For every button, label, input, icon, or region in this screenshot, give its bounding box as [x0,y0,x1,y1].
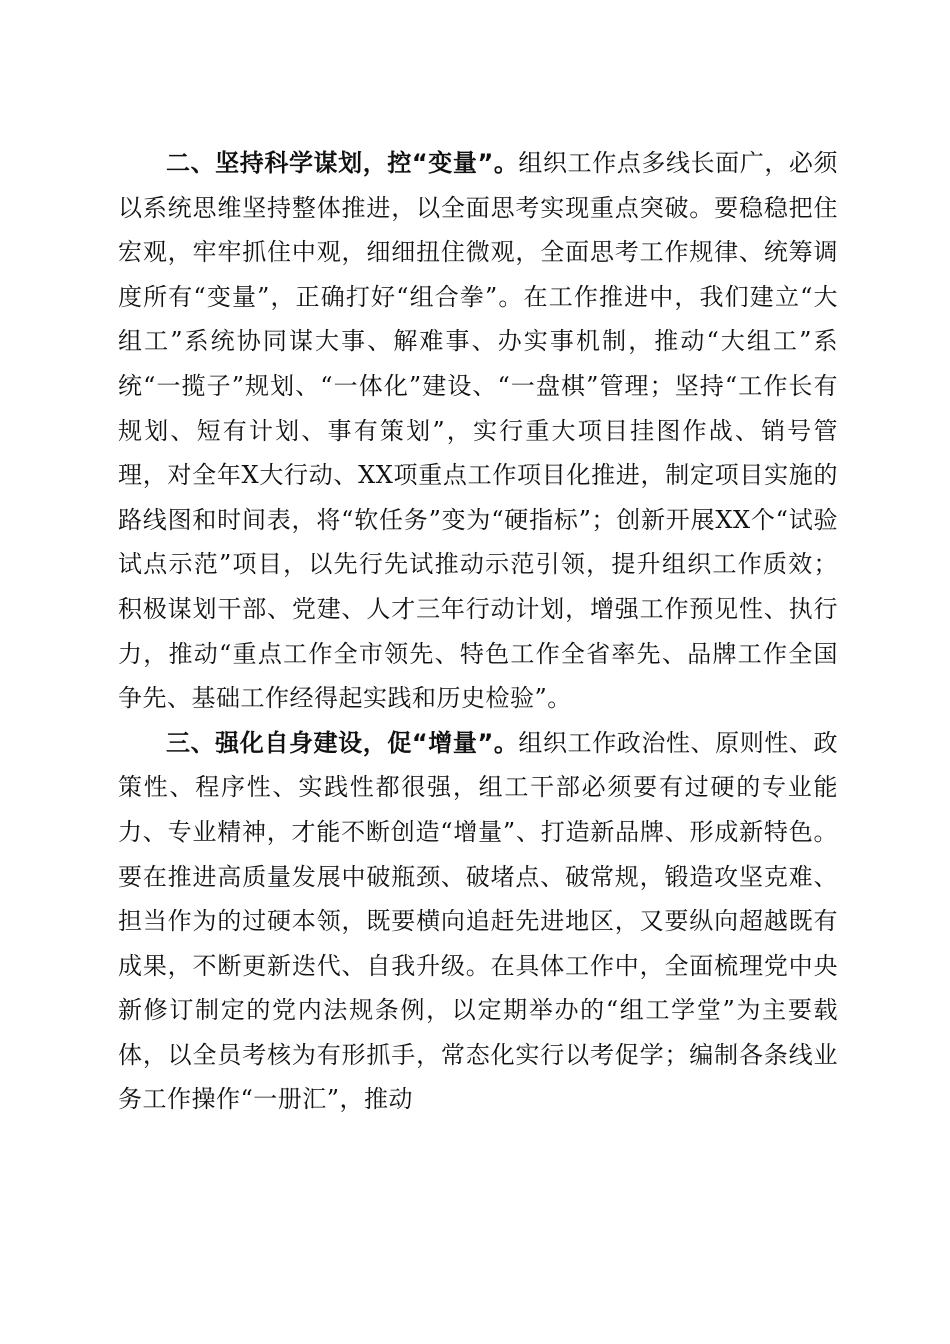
section-three-body: 组织工作政治性、原则性、政策性、程序性、实践性都很强，组工干部必须要有过硬的专业能力、专业精神，才能不断创造“增量”、打造新品牌、形成新特色。要在推进高质量发展中破瓶颈、破堵点、破常规，锻造攻坚克难、担当作为的过硬本领，既要横向追赶先进地区，又要纵向超越既有成果，不断更新迭代、自我升级。在具体工作中，全面梳理党中央新修订制定的党内法规条例，以定期举办的“组工学堂”为主要载体，以全员考核为有形抓手，常态化实行以考促学；编制各条线业务工作操作“一册汇”，推动 [118,728,839,1114]
document-body [118,141,838,1122]
paragraph-section-two [118,141,838,721]
section-three-heading: 三、强化自身建设，促“增量”。 [166,728,519,757]
paragraph-section-three [118,721,838,1122]
section-two-body: 组织工作点多线长面广，必须以系统思维坚持整体推进，以全面思考实现重点突破。要稳稳把住宏观，牢牢抓住中观，细细扭住微观，全面思考工作规律、统筹调度所有“变量”，正确打好“组合拳”。在工作推进中，我们建立“大组工”系统协同谋大事、解难事、办实事机制，推动“大组工”系统“一揽子”规划、“一体化”建设、“一盘棋”管理；坚持“工作长有规划、短有计划、事有策划”，实行重大项目挂图作战、销号管理，对全年X大行动、XX项重点工作项目化推进，制定项目实施的路线图和时间表，将“软任务”变为“硬指标”；创新开展XX个“试验试点示范”项目，以先行先试推动示范引领，提升组织工作质效；积极谋划干部、党建、人才三年行动计划，增强工作预见性、执行力，推动“重点工作全市领先、特色工作全省率先、品牌工作全国争先、基础工作经得起实践和历史检验”。 [118,149,839,713]
section-two-heading: 二、坚持科学谋划，控“变量”。 [166,149,519,177]
